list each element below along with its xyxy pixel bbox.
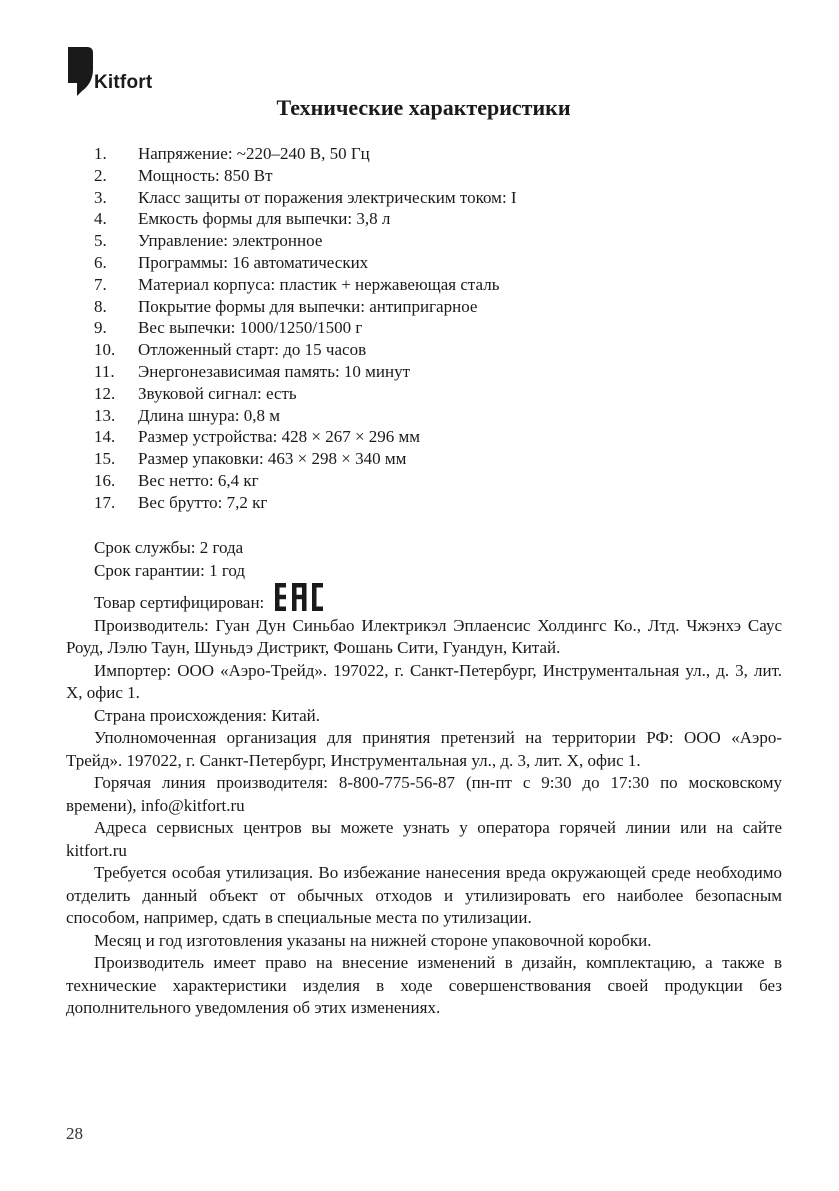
spec-number: 5. <box>94 231 107 251</box>
spec-item <box>94 405 517 427</box>
spec-text: Энергонезависимая память: 10 минут <box>138 361 411 381</box>
service-life: Срок службы: 2 года <box>94 538 244 557</box>
spec-item <box>94 383 517 405</box>
spec-number: 8. <box>94 296 107 316</box>
spec-item <box>94 361 517 383</box>
manufacturer-info: Производитель: Гуан Дун Синьбао Илектрикэл Эплаенсис Холдингс Ко., Лтд. Чжэнхэ Саус Роуд, Лэлю Таун, Шуньдэ Дистрикт, Фошань Сити, Гуандун, Китай. <box>66 615 782 657</box>
spec-item <box>94 448 517 470</box>
spec-number: 17. <box>94 492 116 512</box>
spec-number: 2. <box>94 165 107 185</box>
spec-text: Мощность: 850 Вт <box>138 165 273 185</box>
spec-item <box>94 143 517 165</box>
manufacture-date-info: Месяц и год изготовления указаны на нижней стороне упаковочной коробки. <box>94 930 652 950</box>
spec-text: Вес брутто: 7,2 кг <box>138 492 268 512</box>
manufacturer-rights: Производитель имеет право на внесение изменений в дизайн, комплектацию, а также в технические характеристики изделия в ходе совершенствования своей продукции без дополнительного уведомления об этих изменениях. <box>66 953 782 1017</box>
spec-number: 7. <box>94 274 107 294</box>
spec-text: Размер упаковки: 463 × 298 × 340 мм <box>138 449 407 469</box>
spec-number: 4. <box>94 209 107 229</box>
kitfort-logo <box>68 47 168 97</box>
spec-item <box>94 339 517 361</box>
spec-number: 13. <box>94 405 116 425</box>
spec-text: Длина шнура: 0,8 м <box>138 405 281 425</box>
spec-number: 11. <box>94 361 115 381</box>
service-centers-info: Адреса сервисных центров вы можете узнать у оператора горячей линии или на сайте kitfort.ru <box>66 818 782 860</box>
spec-number: 6. <box>94 252 107 272</box>
spec-item <box>94 274 517 296</box>
brand-name: Kitfort <box>94 72 153 93</box>
spec-item <box>94 252 517 274</box>
spec-item <box>94 187 517 209</box>
authorized-organization: Уполномоченная организация для принятия претензий на территории РФ: ООО «Аэро-Трейд». 197022, г. Санкт-Петербург, Инструментальная ул., д. 3, лит. Х, офис 1. <box>66 728 782 770</box>
warranty: Срок гарантии: 1 год <box>94 560 246 580</box>
spec-item <box>94 492 517 514</box>
spec-item <box>94 165 517 187</box>
page-number: 28 <box>66 1124 83 1143</box>
country-of-origin: Страна происхождения: Китай. <box>94 705 321 725</box>
spec-item <box>94 470 517 492</box>
spec-text: Управление: электронное <box>138 231 323 251</box>
spec-text: Звуковой сигнал: есть <box>138 383 297 403</box>
spec-item <box>94 296 517 318</box>
spec-text: Класс защиты от поражения электрическим током: I <box>138 187 517 207</box>
importer-info: Импортер: ООО «Аэро-Трейд». 197022, г. Санкт-Петербург, Инструментальная ул., д. 3, лит. Х, офис 1. <box>66 660 782 702</box>
spec-text: Отложенный старт: до 15 часов <box>138 340 367 360</box>
spec-text: Программы: 16 автоматических <box>138 252 369 272</box>
spec-text: Покрытие формы для выпечки: антипригарное <box>138 296 478 316</box>
disposal-info: Требуется особая утилизация. Во избежание нанесения вреда окружающей среде необходимо отделить данный объект от обычных отходов и утилизировать его наиболее безопасным способом, например, сдать в специальные места по утилизации. <box>66 863 782 927</box>
info-section <box>66 537 782 1020</box>
eac-certification-icon <box>273 582 326 612</box>
manufacturer-hotline: Горячая линия производителя: 8-800-775-56-87 (пн-пт с 9:30 до 17:30 по московскому времени), info@kitfort.ru <box>66 773 782 815</box>
spec-item <box>94 208 517 230</box>
spec-number: 3. <box>94 187 107 207</box>
spec-text: Размер устройства: 428 × 267 × 296 мм <box>138 427 421 447</box>
spec-item <box>94 426 517 448</box>
kitfort-logo-icon <box>68 47 94 97</box>
spec-number: 15. <box>94 449 116 469</box>
spec-text: Напряжение: ~220–240 В, 50 Гц <box>138 144 370 163</box>
specifications-list <box>94 143 517 514</box>
certified-label: Товар сертифицирован: <box>94 593 265 612</box>
spec-number: 14. <box>94 427 116 447</box>
spec-number: 9. <box>94 318 107 338</box>
spec-item <box>94 230 517 252</box>
spec-text: Вес нетто: 6,4 кг <box>138 470 259 490</box>
page-title: Технические характеристики <box>276 95 571 120</box>
spec-number: 12. <box>94 383 116 403</box>
spec-number: 1. <box>94 144 107 163</box>
spec-number: 16. <box>94 470 116 490</box>
spec-text: Материал корпуса: пластик + нержавеющая сталь <box>138 274 500 294</box>
certification-line <box>66 582 782 615</box>
spec-number: 10. <box>94 340 116 360</box>
spec-text: Емкость формы для выпечки: 3,8 л <box>138 209 391 229</box>
spec-text: Вес выпечки: 1000/1250/1500 г <box>138 318 363 338</box>
spec-item <box>94 317 517 339</box>
